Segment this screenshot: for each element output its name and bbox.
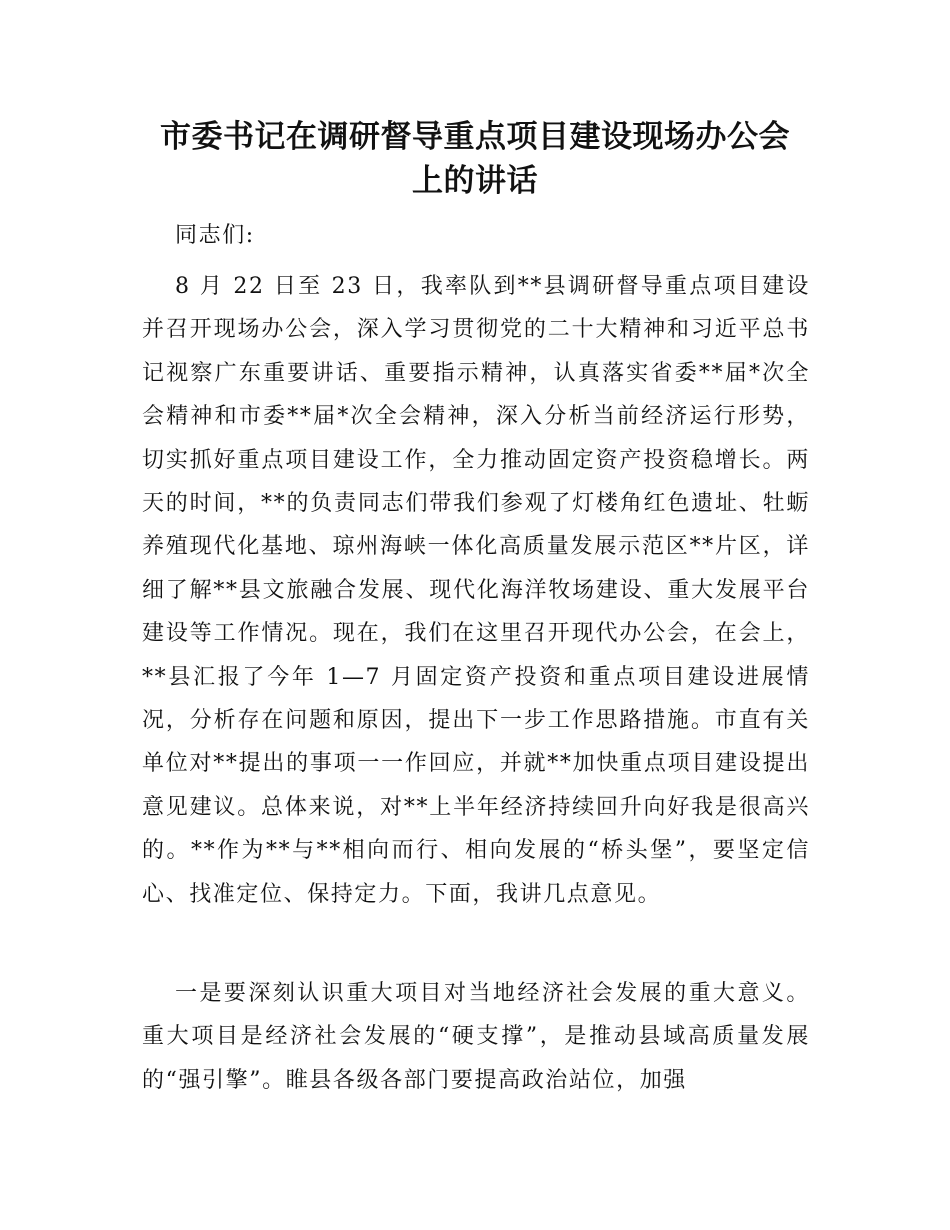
body-paragraph-2: 一是要深刻认识重大项目对当地经济社会发展的重大意义。重大项目是经济社会发展的“硬支撑”，是推动县域高质量发展的“强引擎”。睢县各级各部门要提高政治站位，加强: [142, 981, 810, 1093]
document-title-line-2: 上的讲话: [412, 163, 538, 199]
salutation: 同志们:: [175, 223, 255, 248]
body-paragraph-1: 8 月 22 日至 23 日，我率队到**县调研督导重点项目建设并召开现场办公会，深入学习贯彻党的二十大精神和习近平总书记视察广东重要讲话、重要指示精神，认真落实省委**届*次全会精神和市委**届*次全会精神，深入分析当前经济运行形势，切实抓好重点项目建设工作，全力推动固定资产投资稳增长。两天的时间，**的负责同志们带我们参观了灯楼角红色遗址、牡蛎养殖现代化基地、琼州海峡一体化高质量发展示范区**片区，详细了解**县文旅融合发展、现代化海洋牧场建设、重大发展平台建设等工作情况。现在，我们在这里召开现代办公会，在会上，**县汇报了今年 1—7 月固定资产投资和重点项目建设进展情况，分析存在问题和原因，提出下一步工作思路措施。市直有关单位对**提出的事项一一作回应，并就**加快重点项目建设提出意见建议。总体来说，对**上半年经济持续回升向好我是很高兴的。**作为**与**相向而行、相向发展的“桥头堡”，要坚定信心、找准定位、保持定力。下面，我讲几点意见。: [142, 274, 810, 907]
document-title-line-1: 市委书记在调研督导重点项目建设现场办公会: [160, 119, 790, 155]
